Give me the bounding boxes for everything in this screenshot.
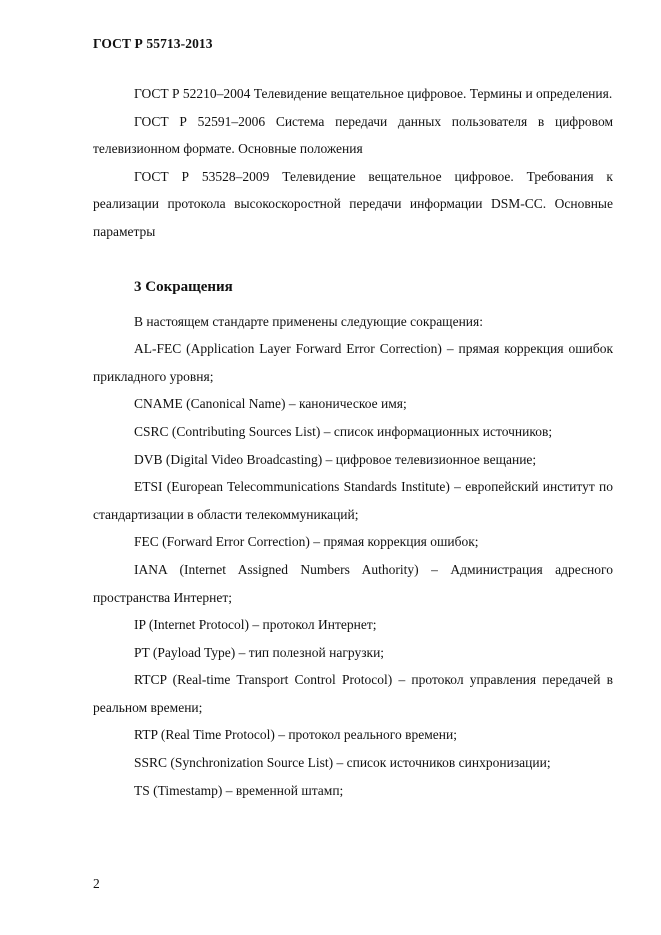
abbreviation-item: SSRC (Synchronization Source List) – список источников синхронизации; [134, 755, 551, 771]
section-heading: 3 Сокращения [134, 278, 233, 295]
abbreviation-item: TS (Timestamp) – временной штамп; [134, 782, 344, 798]
section-spacer [93, 246, 613, 272]
page-body [93, 80, 613, 804]
abbreviation-item: CSRC (Contributing Sources List) – список информационных источников; [134, 423, 553, 439]
abbreviation-item: PT (Payload Type) – тип полезной нагрузки; [134, 644, 385, 660]
abbreviation-item: DVB (Digital Video Broadcasting) – цифровое телевизионное вещание; [134, 451, 537, 467]
reference-item: ГОСТ Р 53528–2009 Телевидение вещательное цифровое. Требования к реализации протокола высокоскоростной передачи информации DSM-CC. Основные параметры [93, 168, 613, 239]
abbreviation-item: FEC (Forward Error Correction) – прямая коррекция ошибок; [134, 534, 479, 550]
abbreviation-item: RTP (Real Time Protocol) – протокол реального времени; [134, 727, 457, 743]
reference-item: ГОСТ Р 52591–2006 Система передачи данных пользователя в цифровом телевизионном формате. Основные положения [93, 113, 613, 157]
abbreviation-item: ETSI (European Telecommunications Standards Institute) – европейский институт по стандартизации в области телекоммуникаций; [93, 479, 613, 522]
document-header: ГОСТ Р 55713-2013 [93, 36, 213, 51]
abbreviation-item: CNAME (Canonical Name) – каноническое имя; [134, 396, 407, 412]
abbreviation-item: AL-FEC (Application Layer Forward Error Correction) – прямая коррекция ошибок прикладного уровня; [93, 341, 613, 384]
abbreviation-item: RTCP (Real-time Transport Control Protocol) – протокол управления передачей в реальном времени; [93, 672, 613, 715]
reference-item: ГОСТ Р 52210–2004 Телевидение вещательное цифровое. Термины и определения. [134, 86, 613, 101]
section-intro: В настоящем стандарте применены следующие сокращения: [134, 313, 483, 329]
abbreviation-item: IP (Internet Protocol) – протокол Интернет; [134, 617, 377, 633]
page-number: 2 [93, 876, 100, 891]
abbreviation-item: IANA (Internet Assigned Numbers Authority) – Администрация адресного пространства Интернет; [93, 561, 613, 605]
